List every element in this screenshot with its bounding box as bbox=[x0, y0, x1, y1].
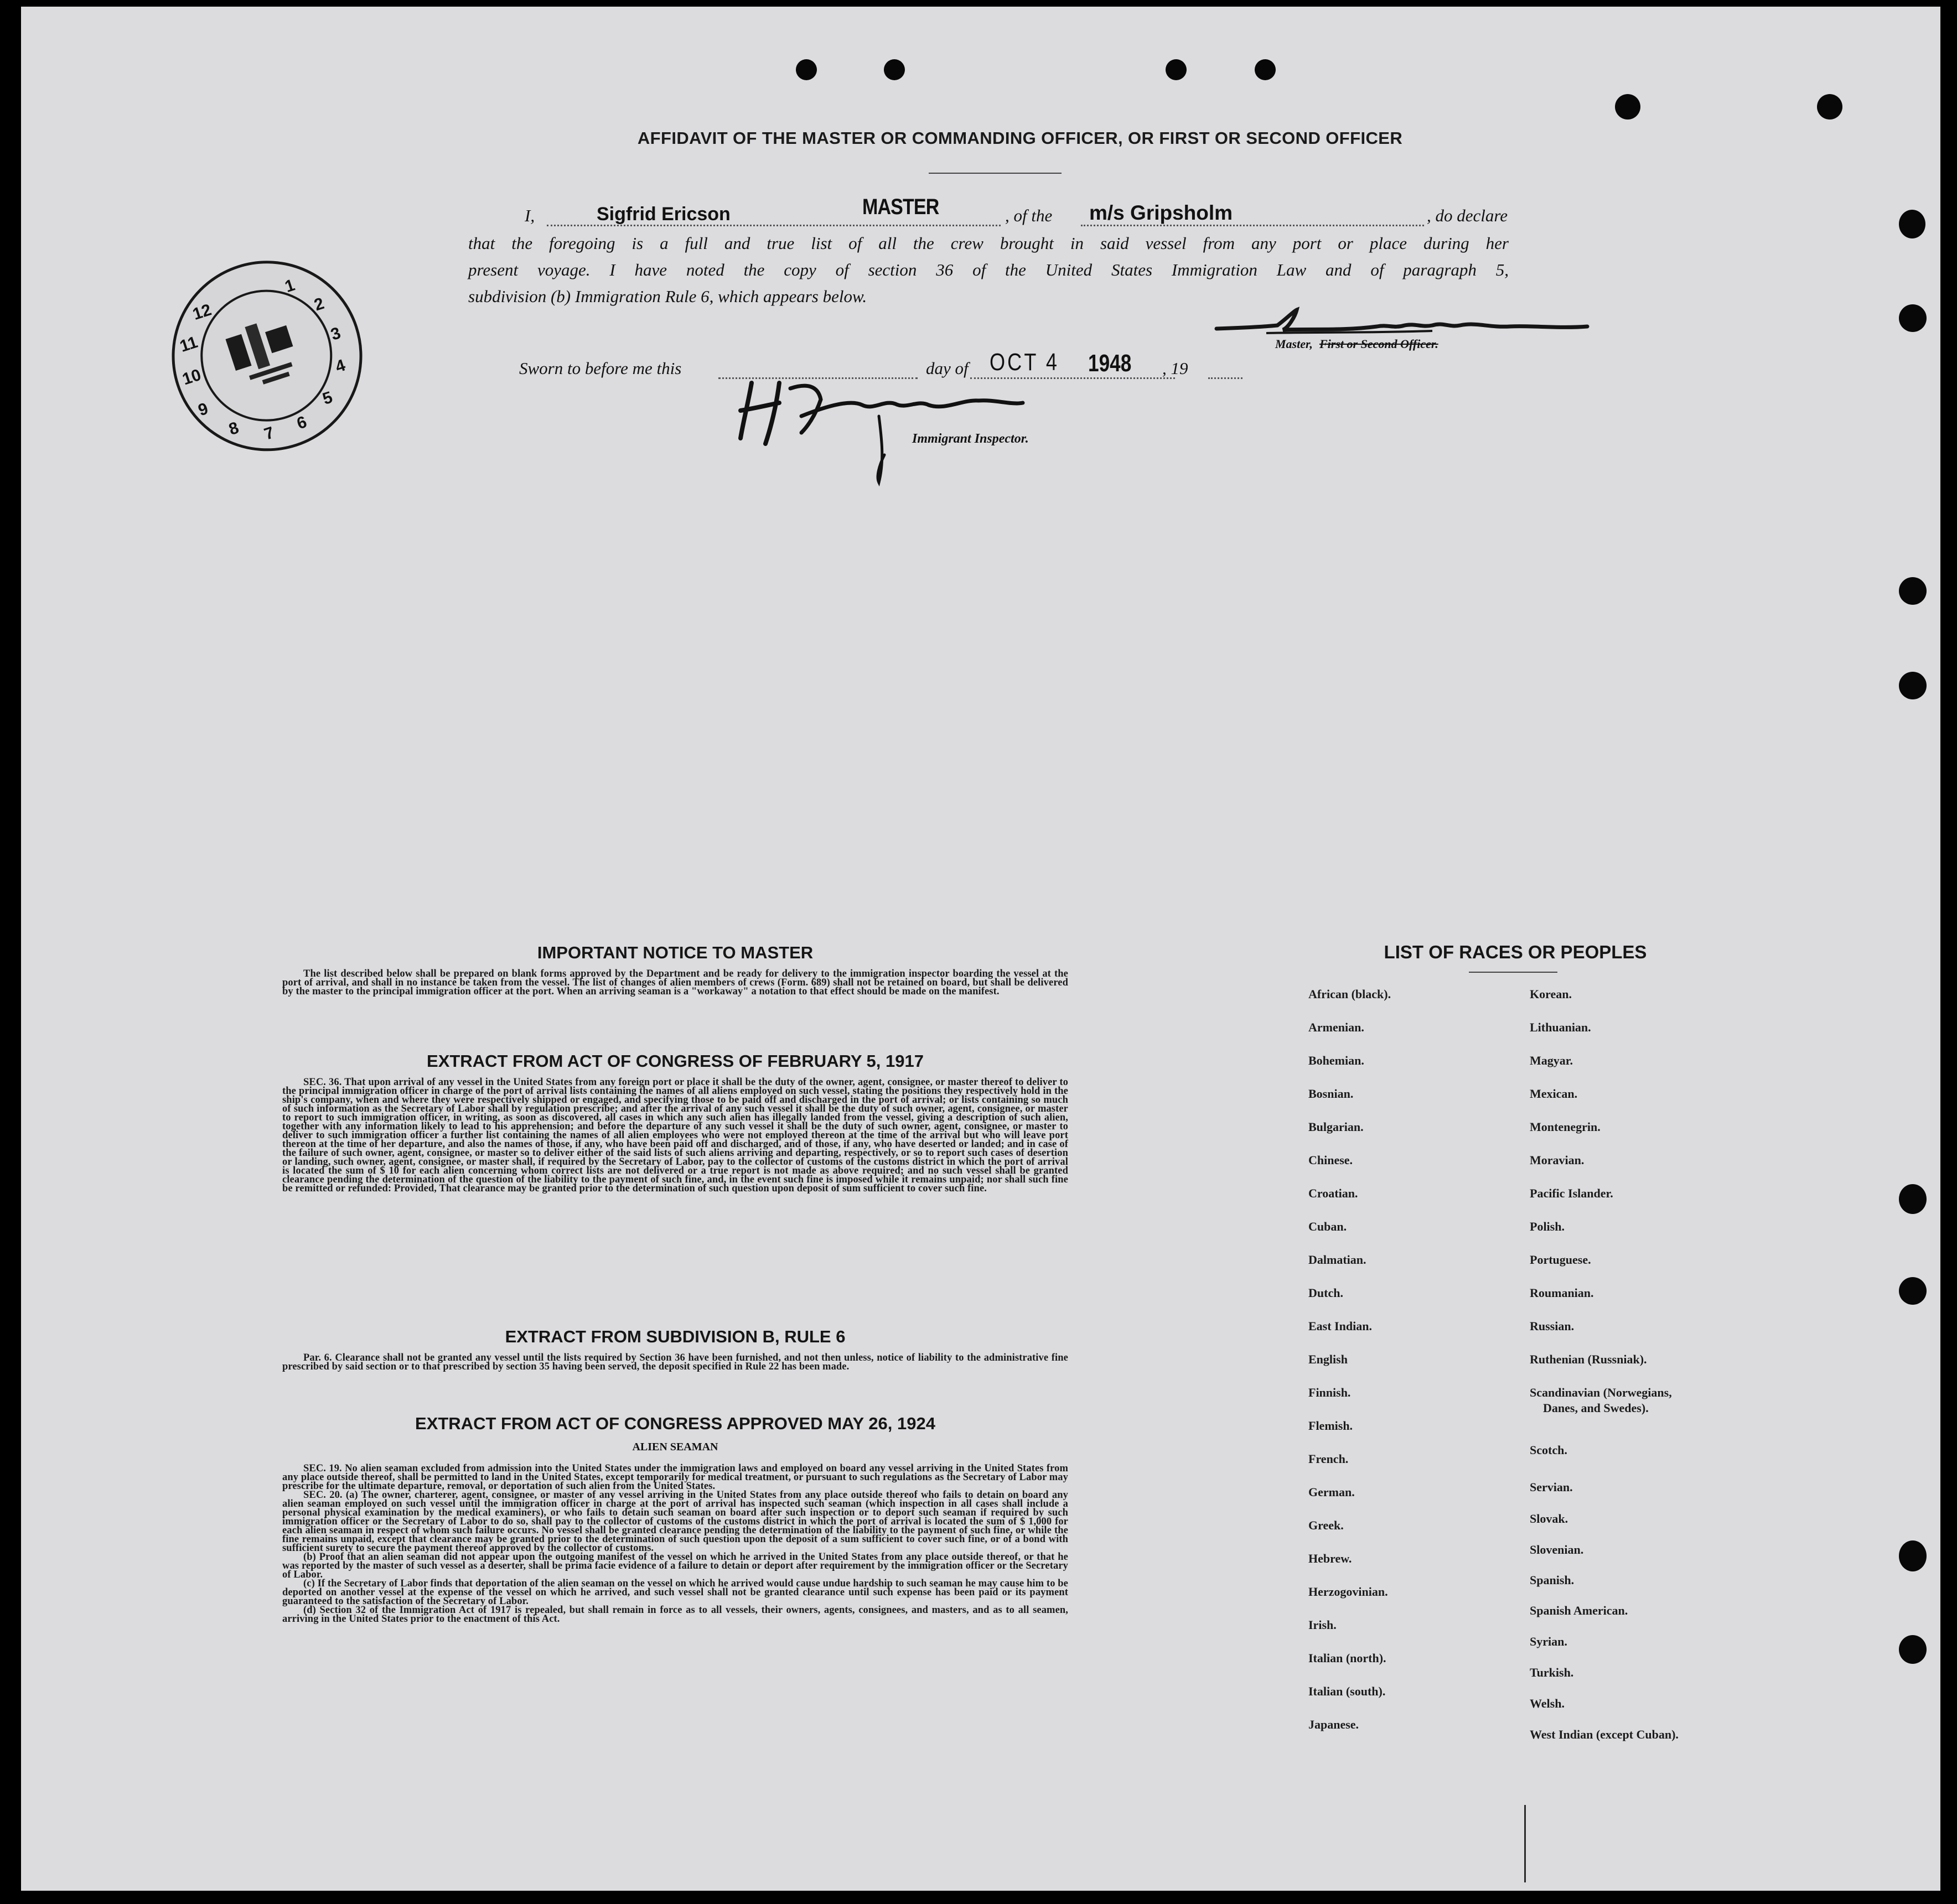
punch-hole bbox=[1255, 59, 1276, 80]
race-item: Ruthenian (Russniak). bbox=[1530, 1352, 1647, 1366]
race-item: English bbox=[1308, 1352, 1348, 1366]
stamp-digit: 3 bbox=[328, 324, 343, 344]
race-item: German. bbox=[1308, 1485, 1355, 1499]
year-blank bbox=[1208, 377, 1242, 379]
race-item: Slovenian. bbox=[1530, 1543, 1584, 1557]
race-item: African (black). bbox=[1308, 987, 1391, 1001]
race-item: Flemish. bbox=[1308, 1419, 1353, 1433]
stamp-digit: 2 bbox=[312, 294, 327, 315]
stamp-digit: 12 bbox=[190, 300, 214, 324]
race-item: Roumanian. bbox=[1530, 1286, 1594, 1300]
punch-hole bbox=[1899, 672, 1927, 699]
stamp-digit: 1 bbox=[282, 276, 297, 297]
race-item: Japanese. bbox=[1308, 1718, 1359, 1731]
punch-hole bbox=[796, 59, 817, 80]
inspector-signature bbox=[718, 366, 1050, 488]
race-item: Bosnian. bbox=[1308, 1087, 1354, 1101]
extract-1924-title: EXTRACT FROM ACT OF CONGRESS APPROVED MAY 26, 1924 bbox=[415, 1414, 935, 1433]
race-item: Scandinavian (Norwegians, bbox=[1530, 1386, 1672, 1399]
race-item: Welsh. bbox=[1530, 1697, 1565, 1710]
punch-hole bbox=[1899, 1635, 1927, 1664]
race-item: Bulgarian. bbox=[1308, 1120, 1364, 1134]
race-item: East Indian. bbox=[1308, 1319, 1372, 1333]
affidavit-i: I, bbox=[525, 206, 535, 225]
title-rule bbox=[929, 173, 1062, 174]
race-item: Magyar. bbox=[1530, 1054, 1573, 1067]
sworn-text: Sworn to before me this bbox=[519, 359, 682, 378]
subdivision-b-paragraph: Par. 6. Clearance shall not be granted any vessel until the lists required by Section 36 have been furnished, and not then unless, notice of liability to the administrative fine prescribed by said section or to that prescribed by section 35 having been served, the deposit specified in Rule 22 has been made. bbox=[282, 1352, 1068, 1372]
race-item: Mexican. bbox=[1530, 1087, 1578, 1101]
race-item: Korean. bbox=[1530, 987, 1572, 1001]
race-item: Dutch. bbox=[1308, 1286, 1343, 1300]
vessel-name: m/s Gripsholm bbox=[1089, 201, 1233, 224]
notice-paragraph: The list described below shall be prepared on blank forms approved by the Department and be ready for delivery to the immigration inspector boarding the vessel at the port of arrival, and shall in no instance be taken from the vessel. The list of changes of alien members of crews (Form. 689) shall not be retained on board, but shall be delivered by the master to the principal immigration officer at the port. When an arriving seaman is a "workaway" a notation to that effect should be made on the manifest. bbox=[282, 968, 1068, 997]
inspector-caption: Immigrant Inspector. bbox=[912, 432, 1029, 446]
race-item: Finnish. bbox=[1308, 1386, 1351, 1399]
rank-stamp: MASTER bbox=[862, 195, 939, 219]
immigration-stamp bbox=[147, 237, 384, 474]
race-item: Portuguese. bbox=[1530, 1253, 1591, 1267]
race-item: Greek. bbox=[1308, 1518, 1344, 1532]
race-item: Danes, and Swedes). bbox=[1543, 1401, 1649, 1415]
affidavit-title: AFFIDAVIT OF THE MASTER OR COMMANDING OFFICER, OR FIRST OR SECOND OFFICER bbox=[637, 128, 1403, 148]
master-name: Sigfrid Ericson bbox=[597, 204, 731, 225]
notice-text bbox=[282, 969, 1068, 996]
extract-1924-paragraph: SEC. 19. No alien seaman excluded from admission into the United States under the immigration laws and employed on board any vessel arriving in the United States from any place outside thereof, shall be permitted to land in the United States, except temporarily for medical treatment, or pursuant to such regulations as the Secretary of Labor may prescribe for the ultimate departure, removal, or deportation of such alien from the United States. bbox=[282, 1463, 1068, 1492]
bottom-crease bbox=[1524, 1805, 1526, 1882]
punch-hole bbox=[1899, 577, 1927, 605]
extract-1924-text bbox=[282, 1464, 1068, 1623]
race-item: Spanish American. bbox=[1530, 1604, 1628, 1617]
race-item: Croatian. bbox=[1308, 1186, 1358, 1200]
stamp-digit: 6 bbox=[294, 413, 309, 433]
stamp-digit: 10 bbox=[180, 365, 204, 389]
vessel-blank bbox=[1081, 225, 1424, 226]
extract-1924-paragraph: (d) Section 32 of the Immigration Act of 1917 is repealed, but shall remain in force as to all vessels, their owners, agents, consignees, and masters, and as to all seamen, arriving in the United States prior to the enactment of this Act. bbox=[282, 1605, 1068, 1625]
notice-title: IMPORTANT NOTICE TO MASTER bbox=[537, 943, 814, 962]
date-stamp: OCT 4 bbox=[990, 349, 1060, 376]
master-caption: Master, bbox=[1275, 337, 1313, 351]
stamp-digit: 8 bbox=[226, 418, 241, 439]
document-page bbox=[21, 7, 1940, 1891]
race-item: Lithuanian. bbox=[1530, 1020, 1591, 1034]
year-suffix: , 19 bbox=[1162, 359, 1188, 378]
race-item: Montenegrin. bbox=[1530, 1120, 1601, 1134]
race-item: Dalmatian. bbox=[1308, 1253, 1366, 1267]
punch-hole bbox=[884, 59, 905, 80]
extract-1917-text bbox=[282, 1078, 1068, 1193]
race-item: Turkish. bbox=[1530, 1666, 1574, 1679]
races-title-rule bbox=[1469, 972, 1557, 973]
do-declare-text: , do declare bbox=[1427, 206, 1508, 225]
struck-caption: First or Second Officer. bbox=[1319, 337, 1438, 351]
race-item: Hebrew. bbox=[1308, 1552, 1352, 1565]
race-item: Irish. bbox=[1308, 1618, 1337, 1632]
race-item: Herzogovinian. bbox=[1308, 1585, 1388, 1599]
subdivision-b-text bbox=[282, 1353, 1068, 1371]
stamp-digit: 11 bbox=[177, 333, 200, 356]
of-the-text: , of the bbox=[1005, 206, 1053, 225]
race-item: Russian. bbox=[1530, 1319, 1575, 1333]
race-item: Scotch. bbox=[1530, 1443, 1567, 1457]
punch-hole bbox=[1817, 94, 1842, 120]
extract-1924-paragraph: SEC. 20. (a) The owner, charterer, agent, consignee, or master of any vessel arriving in the United States from any place outside thereof who fails to detain on board any alien seaman employed on such vessel until the immigration officer in charge at the port of arrival has inspected such seaman (which inspection in all cases shall include a personal physical examination by the medical examiners), or who fails to detain such seaman on board after such inspection or to deport such seaman if required by such immigration officer or the Secretary of Labor to do so, shall pay to the collector of customs of the customs district in which the port of arrival is located the sum of $ 1,000 for each alien seaman in respect of whom such failure occurs. No vessel shall be granted clearance pending the determination of the liability to the payment of such fine, or while the fine remains unpaid, except that clearance may be granted prior to the determination of such question upon the deposit of a sum sufficient to cover such fine, or of a bond with sufficient surety to secure the payment thereof approved by the collector of customs. bbox=[282, 1490, 1068, 1554]
affidavit-line-2: that the foregoing is a full and true list of all the crew brought in said vessel from any port or place during her bbox=[468, 234, 1509, 253]
races-title: LIST OF RACES OR PEOPLES bbox=[1384, 942, 1647, 962]
race-item: Syrian. bbox=[1530, 1635, 1567, 1648]
stamp-digit: 7 bbox=[262, 423, 277, 444]
extract-1917-title: EXTRACT FROM ACT OF CONGRESS OF FEBRUARY 5, 1917 bbox=[427, 1051, 924, 1071]
extract-1924-paragraph: (b) Proof that an alien seaman did not appear upon the outgoing manifest of the vessel on which he arrived in the United States from any place outside thereof, or that he was reported by the master of such vessel as a deserter, shall be prima facie evidence of a failure to detain or deport after requirement by the immigration officer or the Secretary of Labor. bbox=[282, 1552, 1068, 1580]
punch-hole bbox=[1899, 1540, 1927, 1571]
race-item: Bohemian. bbox=[1308, 1054, 1364, 1067]
extract-1924-paragraph: (c) If the Secretary of Labor finds that deportation of the alien seaman on the vessel on which he arrived would cause undue hardship to such seaman he may cause him to be deported on another vessel at the expense of the vessel on which he arrived, and such vessel shall not be granted clearance until such expense has been paid or its payment guaranteed to the satisfaction of the Secretary of Labor. bbox=[282, 1578, 1068, 1607]
subdivision-b-title: EXTRACT FROM SUBDIVISION B, RULE 6 bbox=[505, 1327, 846, 1346]
race-item: Cuban. bbox=[1308, 1220, 1347, 1233]
race-item: Chinese. bbox=[1308, 1153, 1353, 1167]
extract-1924-subtitle: ALIEN SEAMAN bbox=[632, 1441, 718, 1453]
extract-1917-paragraph: SEC. 36. That upon arrival of any vessel in the United States from any foreign port or place it shall be the duty of the owner, agent, consignee, or master thereof to deliver to the principal immigration officer in charge of the port of arrival lists containing the names of all aliens employed on such vessel, stating the positions they respectively hold in the ship's company, when and where they were respectively shipped or engaged, and specifying those to be paid off and discharged in the port of arrival; or lists containing so much of such information as the Secretary of Labor shall by regulation prescribe; and after the arrival of any such vessel it shall be the duty of such owner, agent, consignee, or master to report to such immigration officer, in writing, as soon as discovered, all cases in which any such alien has illegally landed from the vessel, giving a description of such alien, together with any information likely to lead to his apprehension; and before the departure of any such vessel it shall be the duty of such owner, agent, consignee, or master to deliver to such immigration officer a further list containing the names of all alien employees who were not employed thereon at the time of the arrival but who will leave port thereon at the time of her departure, and also the names of those, if any, who have been paid off and discharged, and of those, if any, who have deserted or landed; and in case of the failure of such owner, agent, consignee, or master so to deliver either of the said lists of such aliens arriving and departing, respectively, or so to report such cases of desertion or landing, such owner, agent, consignee, or master shall, if required by the Secretary of Labor, pay to the collector of customs of the customs district in which the port of arrival is located the sum of $ 10 for each alien concerning whom correct lists are not delivered or a true report is not made as above required; and no such vessel shall be granted clearance pending the determination of the question of the liability to the payment of such fine, and, in the event such fine is imposed while it remains unpaid; nor shall such fine be remitted or refunded: Provided, That clearance may be granted prior to the determination of such question upon deposit of sum sufficient to cover such fine. bbox=[282, 1077, 1068, 1194]
race-item: Slovak. bbox=[1530, 1512, 1568, 1526]
year-stamp: 1948 bbox=[1088, 350, 1132, 377]
affidavit-line-4: subdivision (b) Immigration Rule 6, which appears below. bbox=[468, 287, 867, 306]
day-of-text: day of bbox=[926, 359, 969, 378]
punch-hole bbox=[1899, 210, 1925, 238]
race-item: West Indian (except Cuban). bbox=[1530, 1727, 1679, 1741]
race-item: Italian (north). bbox=[1308, 1651, 1386, 1665]
stamp-digit: 9 bbox=[196, 399, 211, 420]
punch-hole bbox=[1899, 304, 1927, 332]
stamp-digit: 4 bbox=[333, 356, 348, 377]
race-item: Moravian. bbox=[1530, 1153, 1585, 1167]
affidavit-line-3: present voyage. I have noted the copy of section 36 of the United States Immigration Law and of paragraph 5, bbox=[468, 260, 1509, 279]
punch-hole bbox=[1899, 1184, 1927, 1214]
punch-hole bbox=[1899, 1277, 1927, 1305]
stamp-digit: 5 bbox=[320, 388, 335, 409]
race-item: Pacific Islander. bbox=[1530, 1186, 1613, 1200]
race-item: Servian. bbox=[1530, 1480, 1573, 1494]
race-item: French. bbox=[1308, 1452, 1349, 1466]
race-item: Armenian. bbox=[1308, 1020, 1364, 1034]
punch-hole bbox=[1166, 59, 1187, 80]
punch-hole bbox=[1615, 94, 1640, 120]
race-item: Spanish. bbox=[1530, 1573, 1575, 1587]
race-item: Polish. bbox=[1530, 1220, 1565, 1233]
race-item: Italian (south). bbox=[1308, 1684, 1386, 1698]
